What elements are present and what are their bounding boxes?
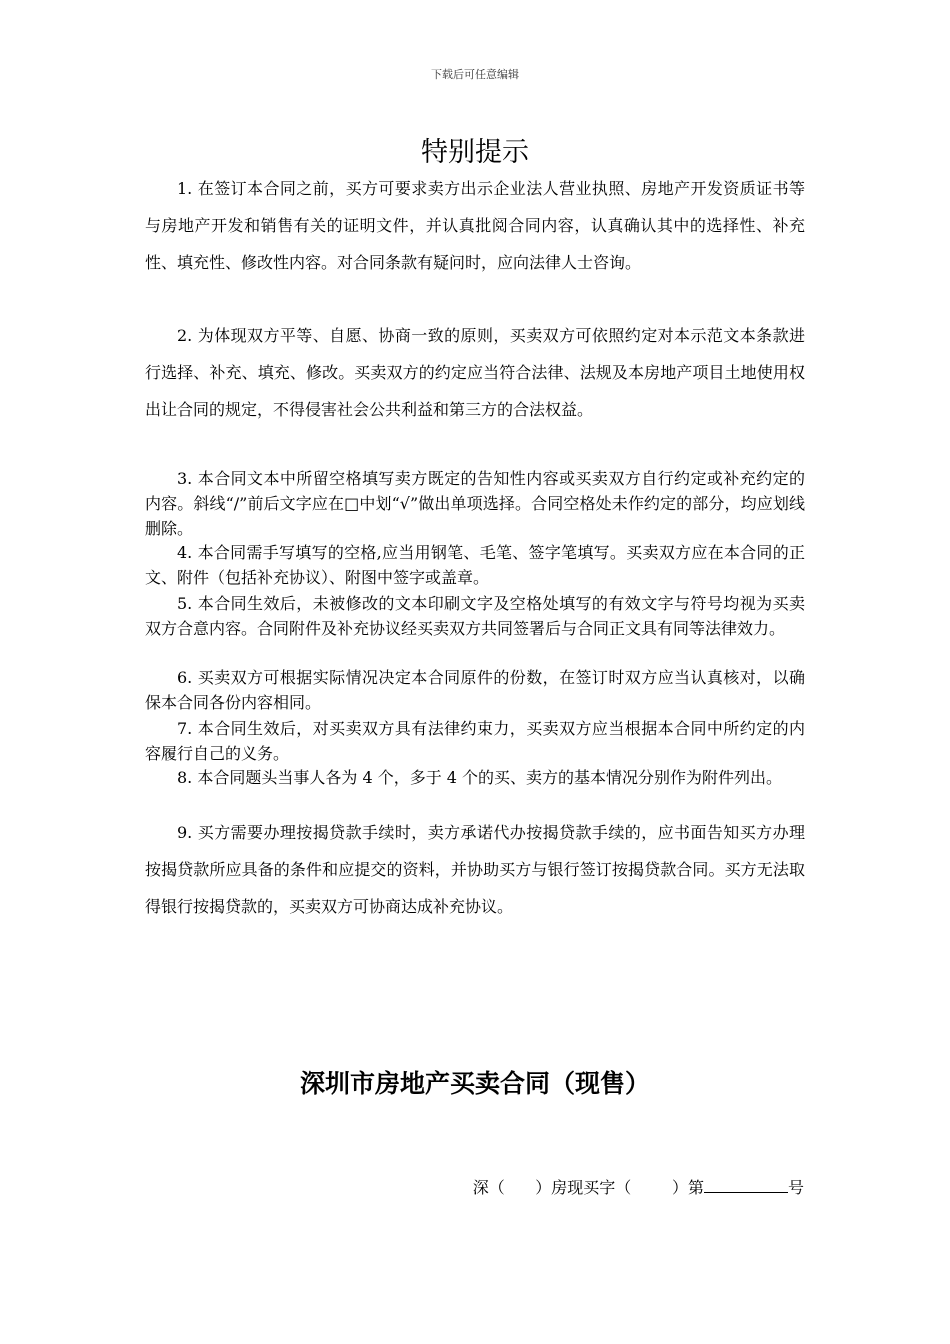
contract-number-prefix: 深（ ）房现买字（ ）第 [472,1178,704,1197]
notice-title: 特别提示 [421,137,529,168]
notice-paragraph-4: 4. 本合同需手写填写的空格,应当用钢笔、毛笔、签字笔填写。买卖双方应在本合同的正文、附件（包括补充协议）、附图中签字或盖章。 [145,543,805,587]
header-note: 下载后可任意编辑 [431,68,519,81]
notice-paragraph-7: 7. 本合同生效后，对买卖双方具有法律约束力，买卖双方应当根据本合同中所约定的内容履行自己的义务。 [145,719,805,763]
notice-paragraph-5: 5. 本合同生效后，未被修改的文本印刷文字及空格处填写的有效文字与符号均视为买卖双方合意内容。合同附件及补充协议经买卖双方共同签署后与合同正文具有同等法律效力。 [145,594,805,638]
notice-paragraph-6: 6. 买卖双方可根据实际情况决定本合同原件的份数，在签订时双方应当认真核对，以确保本合同各份内容相同。 [145,668,805,712]
contract-number-blank [704,1176,788,1193]
contract-title: 深圳市房地产买卖合同（现售） [299,1069,650,1098]
contract-number-suffix: 号 [787,1178,804,1197]
notice-paragraph-3: 3. 本合同文本中所留空格填写卖方既定的告知性内容或买卖双方自行约定或补充约定的内容。斜线“/”前后文字应在□中划“√”做出单项选择。合同空格处未作约定的部分，均应划线删除。 [145,469,805,538]
notice-paragraph-2: 2. 为体现双方平等、自愿、协商一致的原则，买卖双方可依照约定对本示范文本条款进行选择、补充、填充、修改。买卖双方的约定应当符合法律、法规及本房地产项目土地使用权出让合同的规定，不得侵害社会公共利益和第三方的合法权益。 [145,326,805,419]
contract-number [473,1175,804,1198]
notice-paragraph-9: 9. 买方需要办理按揭贷款手续时，卖方承诺代办按揭贷款手续的，应书面告知买方办理按揭贷款所应具备的条件和应提交的资料，并协助买方与银行签订按揭贷款合同。买方无法取得银行按揭贷款的，买卖双方可协商达成补充协议。 [145,823,805,916]
notice-paragraph-8: 8. 本合同题头当事人各为 4 个，多于 4 个的买、卖方的基本情况分别作为附件列出。 [177,768,783,787]
notice-paragraph-1: 1. 在签订本合同之前，买方可要求卖方出示企业法人营业执照、房地产开发资质证书等与房地产开发和销售有关的证明文件，并认真批阅合同内容，认真确认其中的选择性、补充性、填充性、修改性内容。对合同条款有疑问时，应向法律人士咨询。 [145,179,805,272]
